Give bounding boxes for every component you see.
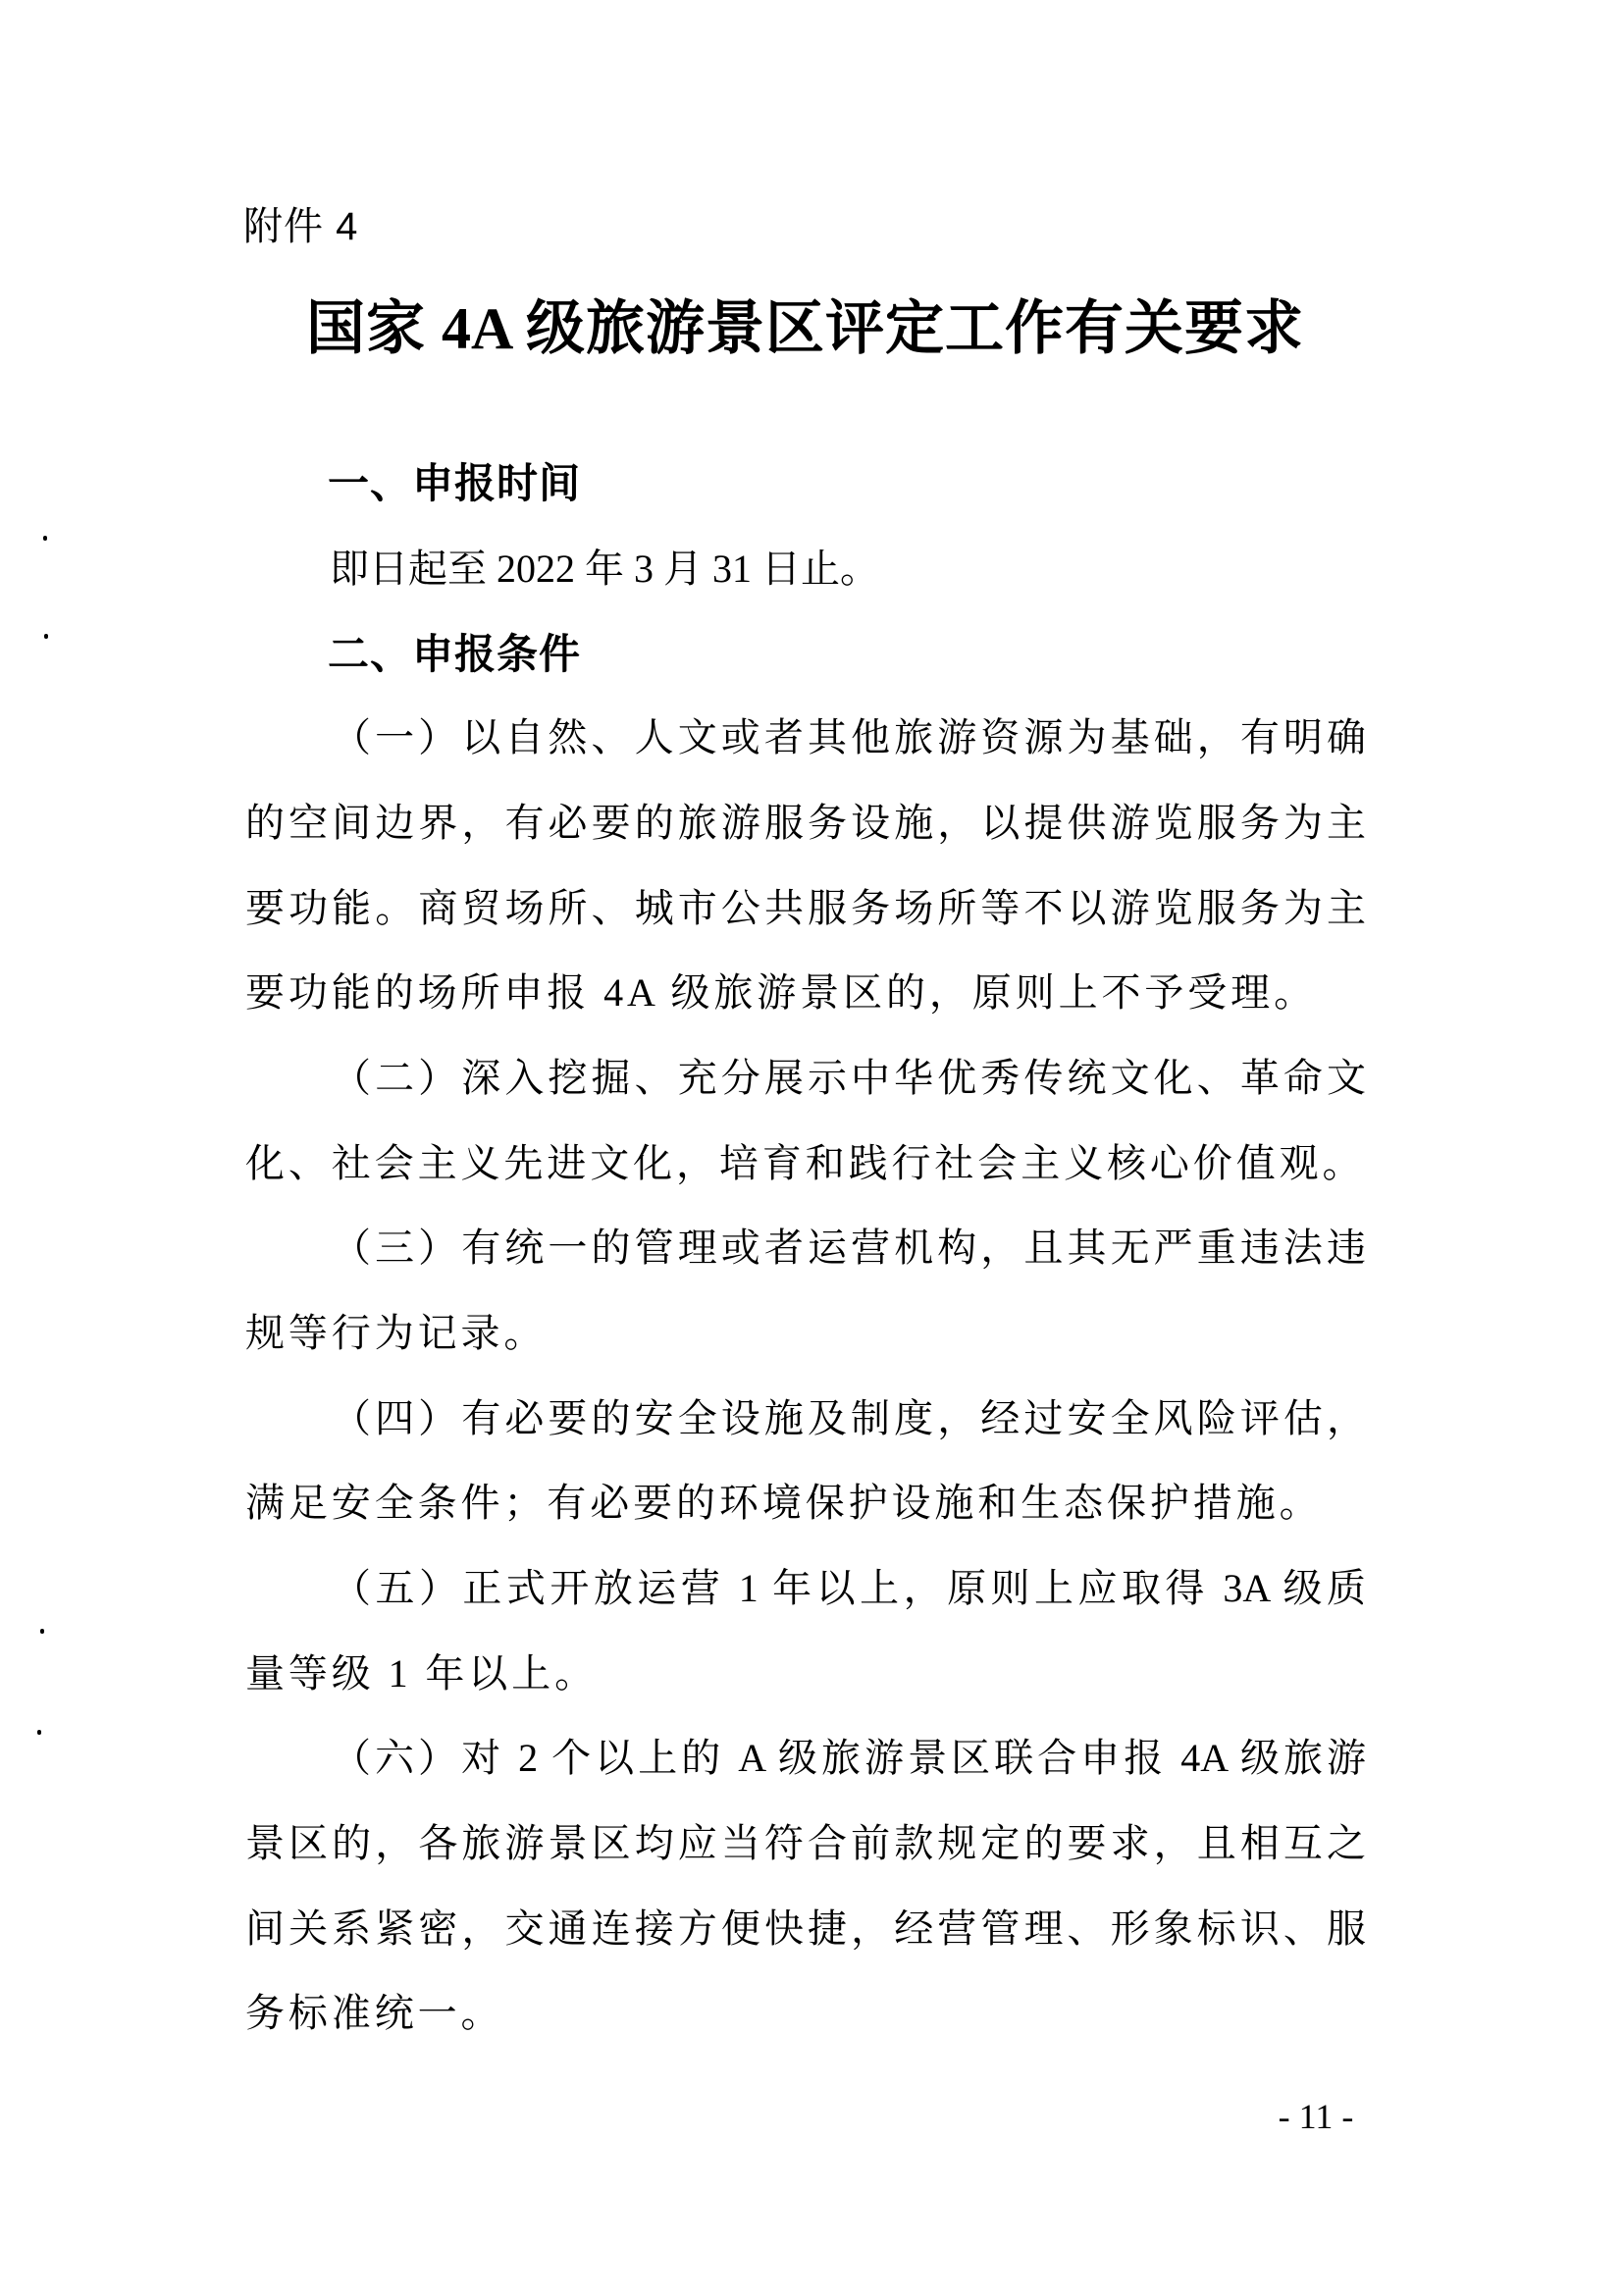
scan-speck <box>44 634 48 639</box>
paragraph-line: 的空间边界，有必要的旅游服务设施，以提供游览服务为主 <box>245 801 1366 845</box>
paragraph-line: 务标准统一。 <box>245 1991 504 2035</box>
page-number: - 11 - <box>1278 2097 1354 2136</box>
paragraph-line: 间关系紧密，交通连接方便快捷，经营管理、形象标识、服 <box>245 1906 1366 1951</box>
paragraph-line: 化、社会主义先进文化，培育和践行社会主义核心价值观。 <box>245 1141 1366 1185</box>
paragraph-line: 景区的，各旅游景区均应当符合前款规定的要求，且相互之 <box>245 1821 1366 1865</box>
section-heading-application-conditions: 二、申报条件 <box>328 631 582 677</box>
paragraph-line: 量等级 1 年以上。 <box>245 1651 598 1696</box>
paragraph-line: 满足安全条件；有必要的环境保护设施和生态保护措施。 <box>245 1481 1323 1525</box>
scan-speck <box>40 1629 44 1634</box>
paragraph-line: 规等行为记录。 <box>245 1311 548 1355</box>
document-title: 国家 4A 级旅游景区评定工作有关要求 <box>306 296 1303 361</box>
paragraph-line: （三）有统一的管理或者运营机构，且其无严重违法违 <box>332 1226 1366 1270</box>
scan-speck <box>37 1730 41 1735</box>
paragraph-line: 要功能。商贸场所、城市公共服务场所等不以游览服务为主 <box>245 886 1366 930</box>
paragraph-line: （五）正式开放运营 1 年以上，原则上应取得 3A 级质 <box>332 1566 1366 1610</box>
paragraph-line: 要功能的场所申报 4A 级旅游景区的，原则上不予受理。 <box>245 970 1317 1015</box>
attachment-label: 附件 4 <box>243 205 359 248</box>
paragraph-line: （四）有必要的安全设施及制度，经过安全风险评估， <box>332 1396 1366 1440</box>
paragraph-line: （二）深入挖掘、充分展示中华优秀传统文化、革命文 <box>332 1056 1366 1100</box>
paragraph-line: （一）以自然、人文或者其他旅游资源为基础，有明确 <box>332 715 1366 759</box>
paragraph-line: （六）对 2 个以上的 A 级旅游景区联合申报 4A 级旅游 <box>332 1736 1366 1780</box>
section-heading-application-time: 一、申报时间 <box>328 460 582 506</box>
scan-speck <box>43 536 47 541</box>
application-time-text: 即日起至 2022 年 3 月 31 日止。 <box>330 547 879 591</box>
